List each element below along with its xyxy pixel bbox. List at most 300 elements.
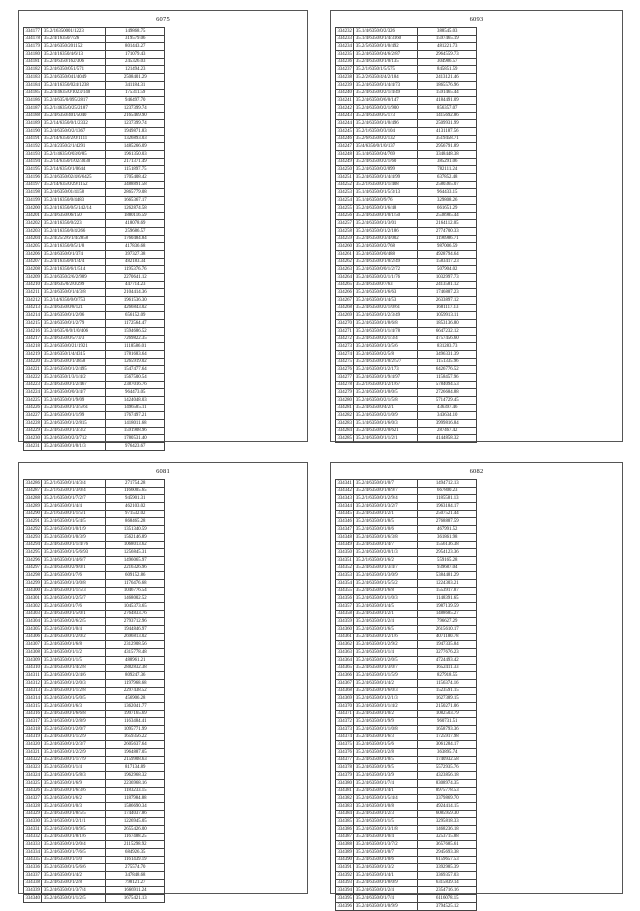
row-id-cell: 334180: [25, 51, 40, 57]
table-row: [336, 289, 477, 297]
row-id-cell: 334229: [25, 428, 40, 434]
row-code-cell: 35.2/4/6350/0/1/7/6: [42, 603, 106, 611]
row-id-cell: 334291: [25, 519, 40, 525]
row-code-cell: 35.2/1/6350/0/1/6/2: [354, 556, 418, 564]
table-row: [336, 887, 477, 895]
row-code-cell: 35.2/4/6350/0/1/6/3: [42, 702, 106, 710]
row-code-cell: 35.2/4/635/0/0/1/0/406: [42, 327, 106, 335]
row-id-cell: 334205: [25, 243, 40, 249]
row-amount-cell: 6085959.30: [418, 810, 477, 818]
row-id-cell: 334290: [25, 511, 40, 517]
table-row: [336, 656, 477, 664]
row-id-cell: 334370: [337, 703, 352, 709]
row-id-cell: 334339: [25, 888, 40, 894]
row-id-cell: 334321: [25, 749, 40, 755]
row-amount-cell: 1963184.17: [418, 503, 477, 511]
row-amount-cell: 2764833.76: [106, 610, 165, 618]
panel-title: 6081: [156, 468, 170, 475]
table-row: [336, 435, 477, 443]
row-amount-cell: 2354716.16: [418, 887, 477, 895]
row-amount-cell: 175311.59: [106, 89, 165, 97]
row-amount-cell: 259686.57: [106, 227, 165, 235]
table-row: [24, 243, 165, 251]
row-code-cell: 35.2/4/6350/0/1/5/5/2: [354, 579, 418, 587]
row-id-cell: 334317: [25, 719, 40, 725]
row-amount-cell: 2297438.52: [106, 687, 165, 695]
row-amount-cell: 2508401.29: [106, 74, 165, 82]
table-row: [336, 564, 477, 572]
row-amount-cell: 1151335.96: [418, 358, 477, 366]
row-id-cell: 334256: [337, 213, 352, 219]
row-code-cell: 35.2/4/6350/0/1/8/9/7: [354, 487, 418, 495]
table-row: [336, 510, 477, 518]
row-amount-cell: 388545.03: [418, 28, 477, 36]
table-row: [336, 320, 477, 328]
row-id-cell: 334186: [25, 97, 40, 103]
row-amount-cell: 1197968.68: [106, 679, 165, 687]
row-id-cell: 334274: [337, 351, 352, 357]
row-code-cell: 35.2/4/6350/0/1/0/4: [42, 626, 106, 634]
row-id-cell: 334396: [337, 903, 352, 909]
row-amount-cell: 1424048.03: [106, 397, 165, 405]
row-code-cell: 35.2/4/6350/0/1/2/8/9: [42, 718, 106, 726]
row-code-cell: 35.2/4/6350/0/1/0/6: [354, 856, 418, 864]
table-row: [24, 787, 165, 795]
table-row: [24, 250, 165, 258]
table-row: [336, 43, 477, 51]
row-code-cell: 35.2/4/6350/0/1/5/0/5: [42, 695, 106, 703]
row-id-cell: 334365: [337, 665, 352, 671]
table-row: [24, 518, 165, 526]
table-row: [24, 487, 165, 495]
row-code-cell: 35.2/4/6350/0/1/3/5/61: [42, 404, 106, 412]
row-amount-cell: 1553917.87: [418, 587, 477, 595]
row-amount-cell: 6647232.12: [418, 327, 477, 335]
row-amount-cell: 341184.31: [106, 81, 165, 89]
row-id-cell: 334292: [25, 526, 40, 532]
table-row: [24, 427, 165, 435]
row-amount-cell: 397327.38: [106, 250, 165, 258]
row-id-cell: 334184: [25, 82, 40, 88]
row-id-cell: 334301: [25, 596, 40, 602]
row-code-cell: 35.2/4/6350/0/1/4/2: [354, 679, 418, 687]
table-row: [336, 595, 477, 603]
table-panel-6082: [330, 462, 623, 909]
row-code-cell: 35.2/4/6350/162/306: [42, 58, 106, 66]
table-row: [24, 112, 165, 120]
row-amount-cell: 3253715.88: [418, 833, 477, 841]
row-amount-cell: 482183.34: [106, 258, 165, 266]
row-id-cell: 334183: [25, 74, 40, 80]
row-code-cell: 35.2/14/6350/1/02/3030: [42, 158, 106, 166]
row-amount-cell: 856357.07: [418, 104, 477, 112]
table-row: [24, 135, 165, 143]
row-id-cell: 334331: [25, 826, 40, 832]
row-amount-cell: 1351340.59: [106, 526, 165, 534]
row-amount-cell: 245326.03: [106, 58, 165, 66]
row-code-cell: 35.2/4/6350/0/1/2/495: [42, 366, 106, 374]
row-amount-cell: 4071180.78: [418, 633, 477, 641]
row-id-cell: 334212: [25, 297, 40, 303]
row-amount-cell: 1705408.42: [106, 174, 165, 182]
row-id-cell: 334299: [25, 580, 40, 586]
row-code-cell: 35.2/4/6350/0/1/2/06: [42, 312, 106, 320]
row-amount-cell: 2507521.44: [418, 510, 477, 518]
table-row: [336, 120, 477, 128]
table-row: [336, 373, 477, 381]
row-amount-cell: 1082503.79: [418, 710, 477, 718]
row-code-cell: 35.2/4/6350/0/1/6/3/8: [354, 533, 418, 541]
table-row: [336, 427, 477, 435]
row-id-cell: 334306: [25, 634, 40, 640]
table-row: [336, 197, 477, 205]
row-amount-cell: 1046776.54: [106, 587, 165, 595]
row-amount-cell: 1158457.96: [418, 373, 477, 381]
table-row: [336, 526, 477, 534]
table-row: [24, 443, 165, 451]
row-code-cell: 35.2/4/6350/0/1/8/1/6: [42, 833, 106, 841]
row-id-cell: 334206: [25, 251, 40, 257]
row-code-cell: 35.2/4/6350/0/6/0/147: [354, 97, 418, 105]
row-code-cell: 35.2/14/6350/0/0/753: [42, 297, 106, 305]
row-amount-cell: 3657685.61: [418, 841, 477, 849]
row-code-cell: 35.2/4/6350/02/4/6/6425: [42, 174, 106, 182]
row-amount-cell: 6426776.52: [418, 366, 477, 374]
row-code-cell: 35.2/4/6350/0/1/4/2/8: [42, 664, 106, 672]
row-amount-cell: 2865779.08: [106, 189, 165, 197]
table-row: [24, 833, 165, 841]
row-code-cell: 35.2/4/16350/0/4483: [42, 197, 106, 205]
row-amount-cell: 304986.57: [418, 58, 477, 66]
row-code-cell: 35.2/4/6350/041/4049: [42, 74, 106, 82]
row-code-cell: 35.2/4/6350/1/4/4315: [42, 350, 106, 358]
row-code-cell: 35.2/4/6350/0/1/0/8: [354, 802, 418, 810]
row-id-cell: 334257: [337, 220, 352, 226]
table-row: [336, 841, 477, 849]
table-row: [336, 902, 477, 910]
row-amount-cell: 488961.21: [106, 656, 165, 664]
row-code-cell: 35.2/4/6350/0/2/1/900: [354, 104, 418, 112]
row-id-cell: 334389: [337, 849, 352, 855]
row-id-cell: 334351: [337, 557, 352, 563]
row-code-cell: 35.2/4/6350/01/4158: [42, 189, 106, 197]
row-id-cell: 334315: [25, 703, 40, 709]
table-row: [24, 626, 165, 634]
table-row: [24, 204, 165, 212]
row-code-cell: 35.2/4/6350/0/1/0/7: [354, 480, 418, 488]
row-code-cell: 35.2/4/6350/0/1/2/186: [354, 227, 418, 235]
table-row: [336, 772, 477, 780]
row-amount-cell: 2236968.16: [106, 779, 165, 787]
row-id-cell: 334182: [25, 67, 40, 73]
table-row: [336, 810, 477, 818]
row-id-cell: 334181: [25, 59, 40, 65]
row-id-cell: 334356: [337, 596, 352, 602]
row-amount-cell: 2954123.36: [418, 549, 477, 557]
row-id-cell: 334211: [24, 289, 42, 297]
row-id-cell: 334244: [337, 120, 352, 126]
row-amount-cell: 1068013.62: [106, 541, 165, 549]
table-row: [336, 389, 477, 397]
row-amount-cell: 1059913.11: [418, 312, 477, 320]
row-amount-cell: 2171371.49: [106, 158, 165, 166]
row-code-cell: 35.2/1/6350/0/1/7/2/7: [42, 495, 106, 503]
row-code-cell: 35.2/4/6350/0/1/2/0/3: [42, 679, 106, 687]
row-id-cell: 334338: [25, 880, 40, 886]
row-amount-cell: 418078.69: [106, 220, 165, 228]
row-code-cell: 35.2/1/6350/0/1/2/1/67: [354, 381, 418, 389]
panel-title: 6093: [469, 16, 484, 23]
row-code-cell: 35.2/4/6350/0/1/9/9: [354, 718, 418, 726]
row-id-cell: 334326: [25, 788, 40, 794]
row-code-cell: 35.2/4/6350/0/1/374: [42, 250, 106, 258]
row-amount-cell: 4315778.48: [106, 649, 165, 657]
row-amount-cell: 1627389.15: [418, 695, 477, 703]
table-row: [336, 381, 477, 389]
row-amount-cell: 363895.74: [418, 749, 477, 757]
table-row: [336, 733, 477, 741]
row-id-cell: 334369: [337, 695, 352, 701]
row-code-cell: 35.2/4/6350/0/1/9/5: [354, 764, 418, 772]
row-code-cell: 35.2/4/6350/0/1/8/6/8: [354, 320, 418, 328]
row-id-cell: 334234: [337, 44, 352, 50]
row-id-cell: 334368: [337, 688, 352, 694]
table-row: [336, 28, 477, 36]
row-amount-cell: 2726684.88: [418, 389, 477, 397]
table-row: [24, 212, 165, 220]
table-row: [336, 779, 477, 787]
row-code-cell: 35.2/4/6350/0/1/1/4/2: [354, 702, 418, 710]
row-id-cell: 334185: [25, 90, 40, 96]
row-amount-cell: 507904.02: [418, 266, 477, 274]
row-code-cell: 35.2/4/6350/0/1/0/1/50: [354, 212, 418, 220]
row-id-cell: 334261: [337, 251, 352, 257]
table-row: [24, 649, 165, 657]
row-amount-cell: 1237399.74: [106, 120, 165, 128]
row-amount-cell: 1880116.59: [106, 212, 165, 220]
table-row: [24, 856, 165, 864]
row-amount-cell: 4323856.18: [418, 772, 477, 780]
row-code-cell: 35.2/4/6350/0/1/0/135: [354, 58, 418, 66]
row-id-cell: 334288: [25, 496, 40, 502]
row-code-cell: 35.2/4/6350/0/1/3/0/7: [354, 664, 418, 672]
row-amount-cell: 2633897.12: [418, 297, 477, 305]
row-id-cell: 334390: [337, 857, 352, 863]
table-row: [336, 633, 477, 641]
row-amount-cell: 817134.89: [106, 764, 165, 772]
row-code-cell: 35.2/4/6350/0/1/2/3/49: [354, 312, 418, 320]
row-amount-cell: 347848.68: [106, 872, 165, 880]
table-row: [24, 618, 165, 626]
table-row: [336, 533, 477, 541]
row-id-cell: 334281: [337, 405, 352, 411]
row-amount-cell: 987006.59: [418, 243, 477, 251]
table-row: [336, 327, 477, 335]
row-amount-cell: 1148391.65: [418, 595, 477, 603]
row-id-cell: 334238: [337, 74, 352, 80]
table-row: [24, 702, 165, 710]
row-id-cell: 334316: [25, 711, 40, 717]
row-amount-cell: 559165.28: [418, 556, 477, 564]
row-amount-cell: 964473.05: [106, 389, 165, 397]
row-code-cell: 35.2/4/635/0/095/2817: [42, 97, 106, 105]
row-amount-cell: 1961536.30: [106, 297, 165, 305]
table-row: [24, 358, 165, 366]
row-id-cell: 334382: [337, 795, 352, 801]
table-row: [24, 281, 165, 289]
row-code-cell: 35.2/4/6350/0/1/0/1/3: [42, 443, 106, 451]
table-row: [24, 174, 165, 182]
row-amount-cell: 1665367.17: [106, 197, 165, 205]
row-amount-cell: 960731.51: [418, 718, 477, 726]
table-row: [336, 495, 477, 503]
row-code-cell: 35.2/4/6350/0/1/2/4: [354, 618, 418, 626]
row-id-cell: 334215: [25, 320, 40, 326]
row-amount-cell: 2413121.46: [418, 74, 477, 82]
row-amount-cell: 801443.27: [106, 43, 165, 51]
table-row: [336, 603, 477, 611]
row-code-cell: 35.2/4/6350/0/21/1921: [42, 343, 106, 351]
row-id-cell: 334273: [337, 343, 352, 349]
table-row: [336, 143, 477, 151]
row-amount-cell: 946497.70: [106, 97, 165, 105]
row-code-cell: 35.2/4/6350/0/2/0/621: [354, 427, 418, 435]
row-code-cell: 35.2/4/6350/0/1/3/7/4: [42, 887, 106, 895]
table-row: [336, 587, 477, 595]
table-row: [24, 541, 165, 549]
row-code-cell: 35.2/4/6350/0/1/9/4/97: [354, 373, 418, 381]
row-amount-cell: 3392985.39: [418, 864, 477, 872]
row-amount-cell: 2538985.44: [418, 212, 477, 220]
row-amount-cell: 4266843.02: [106, 304, 165, 312]
row-code-cell: 35.2/4/6350/0/1/3/0/8: [42, 579, 106, 587]
row-id-cell: 334298: [25, 572, 40, 578]
row-code-cell: 35.2/4/6350/0/1/8/5: [354, 518, 418, 526]
row-code-cell: 35.2/1/6350/0/1/1/5/1: [42, 510, 106, 518]
row-id-cell: 334277: [337, 374, 352, 380]
row-code-cell: 35.2/4/6350/0/0/3/4/7: [42, 389, 106, 397]
row-id-cell: 334177: [25, 28, 40, 34]
row-code-cell: 35.2/4/6350/0/2/1/60: [354, 158, 418, 166]
row-id-cell: 334267: [337, 297, 352, 303]
row-id-cell: 334375: [337, 742, 352, 748]
row-amount-cell: 1556136.38: [418, 541, 477, 549]
row-amount-cell: 2768887.59: [418, 518, 477, 526]
row-id-cell: 334235: [337, 51, 352, 57]
row-code-cell: 35.2/4/6350/0/1/4/53: [354, 297, 418, 305]
table-row: [336, 756, 477, 764]
row-code-cell: 35.2/4/6350/0/1/0/4: [354, 833, 418, 841]
row-amount-cell: 4184491.09: [418, 97, 477, 105]
table-row: [336, 212, 477, 220]
row-code-cell: 35.2/4/16350/0/5/142/14: [42, 204, 106, 212]
row-code-cell: 35.2/4/6350/0/2/6/2/5: [42, 618, 106, 626]
row-id-cell: 334312: [25, 680, 40, 686]
row-amount-cell: 667800.23: [418, 487, 477, 495]
table-row: [24, 887, 165, 895]
row-amount-cell: 287467.42: [418, 427, 477, 435]
row-code-cell: 35.2/4/16350/4/6/13: [42, 51, 106, 59]
table-row: [24, 718, 165, 726]
row-code-cell: 35.2/4/6350/0/2/099: [354, 166, 418, 174]
row-amount-cell: 2164112.05: [418, 220, 477, 228]
table-row: [24, 158, 165, 166]
row-code-cell: 35.2/4/6350/0/1/3/9: [354, 772, 418, 780]
row-id-cell: 334258: [337, 228, 352, 234]
table-row: [336, 404, 477, 412]
row-code-cell: 35.2/4/6350/0/8/121: [42, 304, 106, 312]
row-id-cell: 334286: [25, 480, 40, 486]
table-row: [24, 610, 165, 618]
row-id-cell: 334343: [337, 496, 352, 502]
row-code-cell: 35.2/4/6350/0/1/0/9/5: [42, 825, 106, 833]
row-id-cell: 334393: [337, 880, 352, 886]
row-id-cell: 334194: [25, 159, 40, 165]
table-row: [24, 35, 165, 43]
row-code-cell: 35.2/4/6350/0/1/4/4: [42, 503, 106, 511]
row-code-cell: 35.2/4/6350/0/1/7/6: [42, 572, 106, 580]
row-id-cell: 334214: [25, 313, 40, 319]
row-id-cell: 334191: [25, 136, 40, 142]
row-amount-cell: 1591908.96: [106, 427, 165, 435]
table-row: [336, 58, 477, 66]
row-id-cell: 334200: [25, 205, 40, 211]
row-code-cell: 35.2/4/6350/0/1/1/2: [42, 649, 106, 657]
row-id-cell: 334380: [337, 780, 352, 786]
row-amount-cell: 3061284.17: [418, 741, 477, 749]
row-id-cell: 334366: [337, 672, 352, 678]
row-amount-cell: 1562146.89: [106, 533, 165, 541]
row-id-cell: 334313: [25, 688, 40, 694]
row-id-cell: 334359: [337, 619, 352, 625]
row-code-cell: 35.2/4/6350/0/2/1367: [42, 127, 106, 135]
row-amount-cell: 831283.73: [418, 343, 477, 351]
row-id-cell: 334278: [337, 382, 352, 388]
row-code-cell: 35.2/4/6350/06/150: [42, 212, 106, 220]
row-amount-cell: 3295818.33: [418, 818, 477, 826]
row-code-cell: 35.2/4/6350/0/1/2/467: [42, 381, 106, 389]
row-amount-cell: 1195376.76: [106, 266, 165, 274]
table-row: [336, 151, 477, 159]
row-amount-cell: 1781683.64: [106, 350, 165, 358]
row-amount-cell: 5572935.76: [418, 764, 477, 772]
row-amount-cell: 798121.27: [106, 879, 165, 887]
table-row: [336, 672, 477, 680]
row-id-cell: 334219: [25, 351, 40, 357]
row-code-cell: 35.2/4/6350/0/1/4/6/7: [42, 556, 106, 564]
row-amount-cell: 1496585.11: [106, 404, 165, 412]
row-id-cell: 334197: [25, 182, 40, 188]
row-code-cell: 35.2/4/6350/401/5040: [42, 112, 106, 120]
table-row: [336, 366, 477, 374]
table-row: [24, 879, 165, 887]
row-code-cell: 35.2/14/635/0/1/0644: [42, 166, 106, 174]
row-id-cell: 334295: [25, 549, 40, 555]
row-amount-cell: 971532.02: [106, 510, 165, 518]
row-id-cell: 334335: [25, 857, 40, 863]
row-amount-cell: 1746887.23: [418, 289, 477, 297]
table-row: [24, 189, 165, 197]
row-code-cell: 35.2/1/6350/0/1/1/408: [354, 181, 418, 189]
table-row: [336, 579, 477, 587]
row-id-cell: 334328: [25, 803, 40, 809]
row-id-cell: 334296: [25, 557, 40, 563]
row-id-cell: 334226: [25, 405, 40, 411]
row-code-cell: 35.2/4/6350/0/1/4/4/99: [354, 174, 418, 182]
table-row: [24, 89, 165, 97]
table-row: [336, 66, 477, 74]
row-amount-cell: 1415692.86: [418, 112, 477, 120]
